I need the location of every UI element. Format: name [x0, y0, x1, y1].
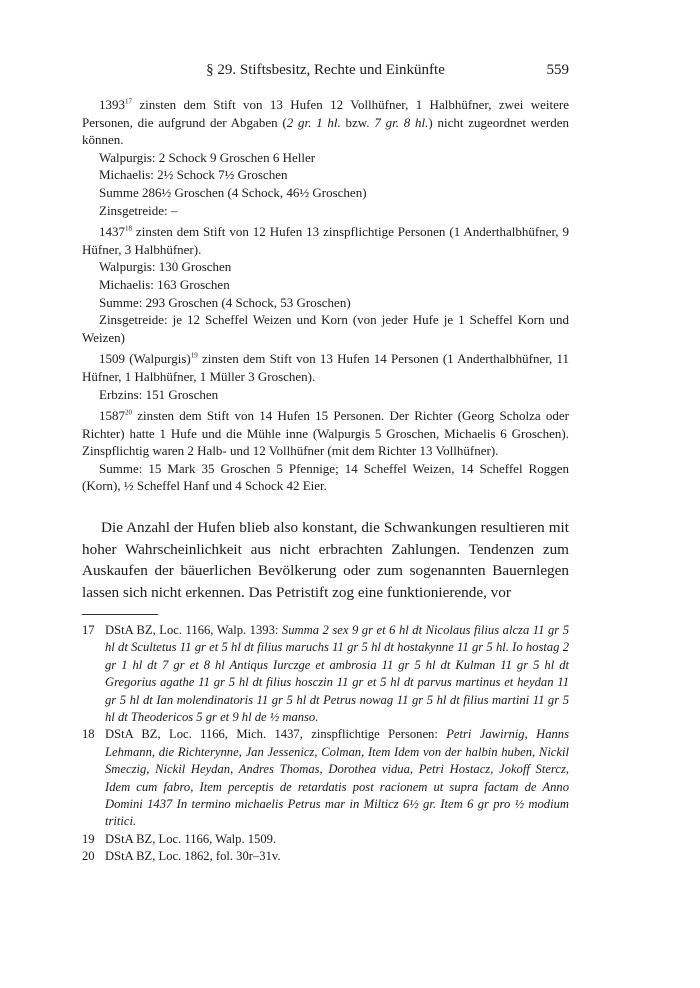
footnote-source: DStA BZ, Loc. 1166, Walp. 1393:	[105, 623, 282, 637]
running-title: § 29. Stiftsbesitz, Rechte und Einkünfte	[206, 62, 445, 78]
footnote-ref[interactable]: 18	[125, 224, 132, 233]
body-paragraph: Die Anzahl der Hufen blieb also konstant, die Schwankungen resultieren mit hoher Wahrscheinlichkeit aus nicht erbrachten Zahlungen. Tendenzen zum Auskaufen der bäuerlichen Bevölkerung oder zum sogenannten Bauernlegen lassen sich nicht erkennen. Das Petristift zog eine funktionierende, vor	[82, 519, 569, 601]
entry-1509	[82, 350, 569, 403]
entry-year: 1437	[99, 224, 125, 240]
entry-text-end: ) nicht zugeordnet werden können.	[82, 114, 569, 148]
entry-text: zinsten dem Stift von 12 Hufen 13 zinspflichtige Personen (1 Anderthalbhüfner, 9 Hüfner, 3 Halbhüfner).	[82, 224, 569, 257]
footnote-divider	[82, 614, 158, 615]
entry-line: Walpurgis: 130 Groschen	[99, 259, 232, 275]
entry-line: Summe 286½ Groschen (4 Schock, 46½ Groschen)	[99, 184, 367, 200]
footnote-source: DStA BZ, Loc. 1166, Walp. 1509.	[105, 831, 277, 846]
footnote-quote: Petri Jawirnig, Hanns Lehmann, die Richterynne, Jan Jessenicz, Colman, Item Idem von der halbin huben, Nickil Smeczig, Nickil Heydan, Andres Thomas, Dorothea vidua, Petri Hostacz, Jokoff Stercz, Idem cum fabro, Item perceptis de retardatis post racionem ut supra factam de Anno Domini 1437 In termino michaelis Petrus mar in Milticz 6½ gr. Item 6 gr pro ½ modium tritici.	[105, 727, 569, 829]
entry-text: zinsten dem Stift von 13 Hufen 14 Personen (1 Anderthalbhüfner, 11 Hüfner, 1 Halbhüfner, 1 Müller 3 Groschen).	[82, 351, 569, 384]
entry-line: Erbzins: 151 Groschen	[99, 386, 219, 402]
entry-1587	[82, 407, 569, 495]
footnotes	[82, 622, 569, 866]
footnote-20	[82, 848, 569, 865]
entry-year: 1393	[99, 97, 125, 112]
entry-paragraph	[82, 407, 569, 460]
entry-1393	[82, 96, 569, 219]
entry-grain: Zinsgetreide: je 12 Scheffel Weizen und Korn (von jeder Hufe je 1 Scheffel Korn und Weizen)	[82, 312, 569, 345]
entry-year: 1509 (Walpurgis)	[99, 351, 191, 367]
entry-sum: Summe: 15 Mark 35 Groschen 5 Pfennige; 14 Scheffel Weizen, 14 Scheffel Roggen (Korn), ½ Scheffel Hanf und 4 Schock 42 Eier.	[82, 460, 569, 494]
entry-line: Michaelis: 2½ Schock 7½ Groschen	[99, 167, 288, 183]
entry-line: Zinsgetreide: –	[99, 202, 178, 218]
footnote-source: DStA BZ, Loc. 1862, fol. 30r–31v.	[105, 849, 281, 864]
footnote-number: 19	[82, 831, 95, 846]
footnote-17	[82, 622, 569, 726]
amount-b: 7 gr. 8 hl.	[374, 114, 429, 130]
entry-text: zinsten dem Stift von 13 Hufen 12 Vollhüfner, 1 Halbhüfner, zwei weitere Personen, die aufgrund der Abgaben (	[82, 97, 569, 130]
amount-between: bzw.	[340, 114, 375, 130]
entry-paragraph	[82, 350, 569, 385]
footnote-ref[interactable]: 19	[190, 351, 198, 360]
entry-paragraph	[82, 96, 569, 149]
main-text	[82, 517, 569, 603]
footnote-ref[interactable]: 17	[125, 97, 132, 106]
entry-paragraph	[82, 223, 569, 258]
entry-1437	[82, 223, 569, 346]
footnote-number: 17	[82, 623, 95, 637]
page-number: 559	[546, 62, 569, 78]
footnote-18	[82, 726, 569, 830]
list-section	[82, 96, 569, 499]
entry-line: Walpurgis: 2 Schock 9 Groschen 6 Heller	[99, 149, 316, 165]
amount-a: 2 gr. 1 hl.	[286, 114, 341, 130]
entry-line: Michaelis: 163 Groschen	[99, 276, 230, 292]
footnote-quote: Summa 2 sex 9 gr et 6 hl dt Nicolaus filius alcza 11 gr 5 hl dt Scultetus 11 gr et 5 hl dt filius maruchs 11 gr 5 hl dt hostakynne 11 gr 5 hl. Io hostag 2 gr 1 hl dt 7 gr et 8 hl Antiqus Iurczge et ambrosia 11 gr 5 hl dt Kulman 11 gr 5 hl dt Gregorius agathe 11 gr 5 hl dt filius hosczin 11 gr et 5 hl dt parvus martinus et heydan 11 gr 5 hl dt Ian molendinatoris 11 gr 5 hl dt Petrus nowag 11 gr 5 hl dt filius martini 11 gr 5 hl dt Theodericos 5 gr et 9 hl de ½ manso.	[105, 623, 569, 725]
footnote-number: 18	[82, 727, 95, 742]
entry-line: Summe: 293 Groschen (4 Schock, 53 Groschen)	[99, 294, 351, 310]
entry-year: 1587	[99, 408, 125, 424]
footnote-source: DStA BZ, Loc. 1166, Mich. 1437, zinspflichtige Personen:	[105, 727, 447, 742]
entry-text: zinsten dem Stift von 14 Hufen 15 Personen. Der Richter (Georg Scholza oder Richter) hatte 1 Hufe und die Mühle inne (Walpurgis 5 Groschen, Michaelis 6 Groschen). Zinspflichtig waren 2 Halb- und 12 Vollhüfner (mit dem Richter 13 Vollhüfner).	[82, 408, 569, 459]
footnote-number: 20	[82, 849, 95, 864]
footnote-ref[interactable]: 20	[125, 408, 132, 417]
footnote-19	[82, 831, 569, 848]
